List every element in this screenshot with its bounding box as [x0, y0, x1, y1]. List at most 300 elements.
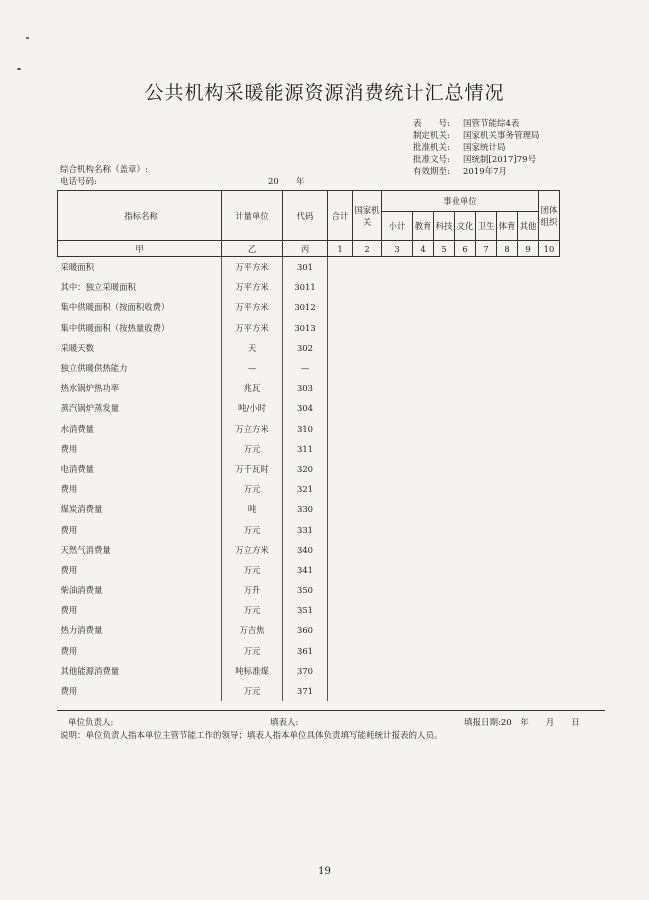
unit-cell: 兆瓦 [222, 378, 283, 398]
value-cell[interactable] [413, 661, 434, 681]
approval-no-line: 批准文号: 国统制[2017]79号 [413, 155, 537, 165]
indicator-name: 集中供暖面积（按面积收费） [60, 302, 170, 313]
table-row [58, 519, 560, 539]
page-number: 19 [318, 866, 331, 877]
value-cell[interactable] [413, 600, 434, 620]
value-cell[interactable] [476, 540, 497, 560]
unit-cell: 万立方米 [222, 419, 283, 439]
value-cell[interactable] [476, 318, 497, 338]
value-cell[interactable] [328, 519, 353, 539]
value-cell[interactable] [434, 479, 455, 499]
indicator-name: 其他能源消费量 [60, 665, 120, 676]
value-cell[interactable] [476, 459, 497, 479]
value-cell[interactable] [413, 358, 434, 378]
value-cell[interactable] [518, 277, 539, 297]
value-cell[interactable] [476, 641, 497, 661]
value-cell[interactable] [353, 338, 382, 358]
value-cell[interactable] [382, 419, 413, 439]
value-cell[interactable] [476, 338, 497, 358]
value-cell[interactable] [353, 560, 382, 580]
index-cell: 乙 [222, 241, 283, 257]
value-cell[interactable] [455, 681, 476, 701]
code-cell: 350 [283, 580, 328, 600]
indicator-name: 费用 [60, 564, 78, 575]
maker-line: 制定机关: 国家机关事务管理局 [413, 131, 540, 141]
value-cell[interactable] [497, 419, 518, 439]
value-cell[interactable] [518, 419, 539, 439]
value-cell[interactable] [382, 519, 413, 539]
value-cell[interactable] [434, 459, 455, 479]
value-cell[interactable] [518, 378, 539, 398]
value-cell[interactable] [455, 338, 476, 358]
value-cell[interactable] [413, 560, 434, 580]
value-cell[interactable] [434, 439, 455, 459]
footer-signatures [68, 716, 608, 728]
value-cell[interactable] [382, 277, 413, 297]
table-row [58, 620, 560, 640]
value-cell[interactable] [382, 499, 413, 519]
value-cell[interactable] [328, 439, 353, 459]
value-cell[interactable] [518, 257, 539, 278]
value-cell[interactable] [518, 459, 539, 479]
value-cell[interactable] [497, 378, 518, 398]
value-cell[interactable] [539, 560, 560, 580]
value-cell[interactable] [353, 378, 382, 398]
indicator-name: 费用 [60, 484, 78, 495]
indicator-name: 采暖天数 [60, 342, 94, 353]
value-cell[interactable] [455, 459, 476, 479]
value-cell[interactable] [413, 620, 434, 640]
value-cell[interactable] [497, 297, 518, 317]
value-cell[interactable] [455, 358, 476, 378]
footer-note: 说明：单位负责人指本单位主管节能工作的领导；填表人指本单位具体负责填写能耗统计报表的人员。 [60, 731, 443, 741]
value-cell[interactable] [434, 681, 455, 701]
unit-cell: 万元 [222, 519, 283, 539]
value-cell[interactable] [497, 398, 518, 418]
code-cell: 3012 [283, 297, 328, 317]
value-cell[interactable] [434, 419, 455, 439]
value-cell[interactable] [539, 641, 560, 661]
value-cell[interactable] [434, 257, 455, 278]
value-cell[interactable] [413, 277, 434, 297]
value-cell[interactable] [353, 439, 382, 459]
value-cell[interactable] [413, 419, 434, 439]
value-cell[interactable] [497, 338, 518, 358]
value-cell[interactable] [539, 257, 560, 278]
value-cell[interactable] [382, 439, 413, 459]
value-cell[interactable] [328, 257, 353, 278]
value-cell[interactable] [476, 277, 497, 297]
indicator-name: 水消费量 [60, 423, 94, 434]
value-cell[interactable] [434, 358, 455, 378]
value-cell[interactable] [413, 318, 434, 338]
value-cell[interactable] [518, 318, 539, 338]
value-cell[interactable] [518, 620, 539, 640]
value-cell[interactable] [434, 600, 455, 620]
value-cell[interactable] [455, 580, 476, 600]
value-cell[interactable] [382, 560, 413, 580]
value-cell[interactable] [476, 560, 497, 580]
value-cell[interactable] [476, 580, 497, 600]
value-cell[interactable] [413, 338, 434, 358]
value-cell[interactable] [353, 519, 382, 539]
value-cell[interactable] [382, 580, 413, 600]
index-row [58, 241, 560, 257]
filler-label: 填表人: [270, 718, 299, 728]
value-cell[interactable] [497, 641, 518, 661]
value-cell[interactable] [518, 661, 539, 681]
code-cell: 310 [283, 419, 328, 439]
value-cell[interactable] [476, 600, 497, 620]
value-cell[interactable] [539, 459, 560, 479]
value-cell[interactable] [328, 297, 353, 317]
code-cell: 361 [283, 641, 328, 661]
value-cell[interactable] [434, 560, 455, 580]
value-cell[interactable] [353, 297, 382, 317]
value-cell[interactable] [434, 580, 455, 600]
value-cell[interactable] [476, 681, 497, 701]
table-row [58, 297, 560, 317]
value-cell[interactable] [539, 479, 560, 499]
value-cell[interactable] [518, 600, 539, 620]
value-cell[interactable] [413, 459, 434, 479]
value-cell[interactable] [455, 540, 476, 560]
header-public-unit: 事业单位 [382, 191, 539, 212]
value-cell[interactable] [413, 439, 434, 459]
value-cell[interactable] [497, 600, 518, 620]
value-cell[interactable] [353, 681, 382, 701]
value-cell[interactable] [497, 540, 518, 560]
header-sports: 体育 [497, 212, 518, 241]
value-cell[interactable] [434, 641, 455, 661]
value-cell[interactable] [539, 499, 560, 519]
unit-cell: 万升 [222, 580, 283, 600]
value-cell[interactable] [497, 499, 518, 519]
value-cell[interactable] [328, 398, 353, 418]
value-cell[interactable] [497, 519, 518, 539]
approver-line: 批准机关: 国家统计局 [413, 143, 506, 153]
value-cell[interactable] [539, 600, 560, 620]
indicator-name: 柴油消费量 [60, 585, 103, 596]
value-cell[interactable] [455, 398, 476, 418]
unit-cell: 万立方米 [222, 540, 283, 560]
unit-cell: 万元 [222, 641, 283, 661]
value-cell[interactable] [455, 641, 476, 661]
value-cell[interactable] [434, 661, 455, 681]
value-cell[interactable] [413, 499, 434, 519]
value-cell[interactable] [497, 479, 518, 499]
value-cell[interactable] [539, 398, 560, 418]
value-cell[interactable] [413, 378, 434, 398]
value-cell[interactable] [497, 257, 518, 278]
value-cell[interactable] [328, 499, 353, 519]
index-cell: 7 [476, 241, 497, 257]
value-cell[interactable] [539, 681, 560, 701]
value-cell[interactable] [539, 297, 560, 317]
value-cell[interactable] [328, 661, 353, 681]
value-cell[interactable] [434, 519, 455, 539]
header-subtotal: 小计 [382, 212, 413, 241]
unit-cell: 吨标准煤 [222, 661, 283, 681]
code-cell: 301 [283, 257, 328, 278]
value-cell[interactable] [382, 398, 413, 418]
value-cell[interactable] [476, 257, 497, 278]
value-cell[interactable] [353, 499, 382, 519]
value-cell[interactable] [518, 580, 539, 600]
value-cell[interactable] [328, 318, 353, 338]
value-cell[interactable] [382, 479, 413, 499]
value-cell[interactable] [476, 419, 497, 439]
value-cell[interactable] [353, 580, 382, 600]
value-cell[interactable] [382, 620, 413, 640]
value-cell[interactable] [518, 297, 539, 317]
value-cell[interactable] [455, 318, 476, 338]
value-cell[interactable] [455, 439, 476, 459]
value-cell[interactable] [434, 499, 455, 519]
value-cell[interactable] [328, 580, 353, 600]
value-cell[interactable] [353, 398, 382, 418]
value-cell[interactable] [413, 257, 434, 278]
value-cell[interactable] [497, 358, 518, 378]
value-cell[interactable] [328, 378, 353, 398]
value-cell[interactable] [539, 661, 560, 681]
unit-cell: 万千瓦时 [222, 459, 283, 479]
code-cell: 371 [283, 681, 328, 701]
value-cell[interactable] [353, 318, 382, 338]
value-cell[interactable] [455, 419, 476, 439]
value-cell[interactable] [518, 338, 539, 358]
value-cell[interactable] [353, 600, 382, 620]
code-cell: 3011 [283, 277, 328, 297]
index-cell: 3 [382, 241, 413, 257]
table-row [58, 681, 560, 701]
table-row [58, 439, 560, 459]
value-cell[interactable] [382, 661, 413, 681]
value-cell[interactable] [455, 378, 476, 398]
value-cell[interactable] [353, 641, 382, 661]
value-cell[interactable] [328, 641, 353, 661]
value-cell[interactable] [328, 479, 353, 499]
table-bottom-rule [57, 710, 605, 711]
value-cell[interactable] [539, 580, 560, 600]
value-cell[interactable] [497, 661, 518, 681]
value-cell[interactable] [413, 681, 434, 701]
value-cell[interactable] [455, 297, 476, 317]
value-cell[interactable] [455, 560, 476, 580]
value-cell[interactable] [382, 641, 413, 661]
value-cell[interactable] [413, 641, 434, 661]
code-cell: 340 [283, 540, 328, 560]
value-cell[interactable] [518, 358, 539, 378]
table-row [58, 318, 560, 338]
value-cell[interactable] [476, 297, 497, 317]
value-cell[interactable] [518, 519, 539, 539]
value-cell[interactable] [455, 661, 476, 681]
index-cell: 丙 [283, 241, 328, 257]
value-cell[interactable] [413, 540, 434, 560]
value-cell[interactable] [382, 318, 413, 338]
value-cell[interactable] [497, 620, 518, 640]
statistics-table [57, 190, 560, 701]
value-cell[interactable] [353, 459, 382, 479]
value-cell[interactable] [539, 378, 560, 398]
header-other: 其他 [518, 212, 539, 241]
value-cell[interactable] [328, 459, 353, 479]
table-number-line: 表 号: 国管节能综4表 [413, 119, 520, 129]
value-cell[interactable] [328, 338, 353, 358]
valid-line: 有效期至: 2019年7月 [413, 167, 508, 177]
value-cell[interactable] [455, 499, 476, 519]
value-cell[interactable] [539, 439, 560, 459]
value-cell[interactable] [434, 398, 455, 418]
value-cell[interactable] [353, 419, 382, 439]
value-cell[interactable] [539, 620, 560, 640]
value-cell[interactable] [518, 681, 539, 701]
value-cell[interactable] [382, 459, 413, 479]
value-cell[interactable] [539, 318, 560, 338]
indicator-name: 费用 [60, 645, 78, 656]
table-row [58, 580, 560, 600]
value-cell[interactable] [497, 560, 518, 580]
index-cell: 2 [353, 241, 382, 257]
value-cell[interactable] [328, 560, 353, 580]
value-cell[interactable] [328, 540, 353, 560]
unit-cell: — [222, 358, 283, 378]
value-cell[interactable] [518, 479, 539, 499]
value-cell[interactable] [382, 338, 413, 358]
value-cell[interactable] [353, 277, 382, 297]
code-cell: 360 [283, 620, 328, 640]
indicator-name: 费用 [60, 524, 78, 535]
code-cell: 303 [283, 378, 328, 398]
index-cell: 10 [539, 241, 560, 257]
value-cell[interactable] [476, 398, 497, 418]
value-cell[interactable] [539, 519, 560, 539]
value-cell[interactable] [382, 378, 413, 398]
indicator-name: 其中：独立采暖面积 [60, 282, 136, 293]
value-cell[interactable] [434, 297, 455, 317]
value-cell[interactable] [518, 560, 539, 580]
value-cell[interactable] [382, 600, 413, 620]
value-cell[interactable] [382, 257, 413, 278]
value-cell[interactable] [328, 620, 353, 640]
value-cell[interactable] [476, 620, 497, 640]
value-cell[interactable] [497, 439, 518, 459]
value-cell[interactable] [353, 661, 382, 681]
value-cell[interactable] [328, 600, 353, 620]
value-cell[interactable] [476, 358, 497, 378]
value-cell[interactable] [539, 277, 560, 297]
unit-cell: 吨/小时 [222, 398, 283, 418]
value-cell[interactable] [434, 540, 455, 560]
value-cell[interactable] [413, 297, 434, 317]
value-cell[interactable] [328, 419, 353, 439]
value-cell[interactable] [382, 681, 413, 701]
value-cell[interactable] [328, 681, 353, 701]
value-cell[interactable] [497, 681, 518, 701]
value-cell[interactable] [455, 257, 476, 278]
value-cell[interactable] [476, 499, 497, 519]
value-cell[interactable] [518, 499, 539, 519]
value-cell[interactable] [413, 580, 434, 600]
phone-label: 电话号码: [60, 177, 97, 187]
value-cell[interactable] [434, 338, 455, 358]
value-cell[interactable] [413, 519, 434, 539]
value-cell[interactable] [434, 277, 455, 297]
unit-cell: 万平方米 [222, 297, 283, 317]
index-cell: 甲 [58, 241, 222, 257]
value-cell[interactable] [476, 661, 497, 681]
code-cell: 3013 [283, 318, 328, 338]
value-cell[interactable] [353, 358, 382, 378]
value-cell[interactable] [518, 641, 539, 661]
value-cell[interactable] [382, 297, 413, 317]
value-cell[interactable] [497, 277, 518, 297]
value-cell[interactable] [413, 479, 434, 499]
value-cell[interactable] [353, 620, 382, 640]
indicator-name: 费用 [60, 605, 78, 616]
value-cell[interactable] [476, 439, 497, 459]
header-culture: 文化 [455, 212, 476, 241]
value-cell[interactable] [434, 378, 455, 398]
code-cell: 304 [283, 398, 328, 418]
code-cell: 331 [283, 519, 328, 539]
scan-mark [26, 37, 29, 39]
value-cell[interactable] [455, 600, 476, 620]
value-cell[interactable] [455, 479, 476, 499]
value-cell[interactable] [382, 540, 413, 560]
value-cell[interactable] [455, 277, 476, 297]
value-cell[interactable] [455, 519, 476, 539]
date-label: 填报日期:20 年 月 日 [464, 718, 580, 728]
value-cell[interactable] [353, 540, 382, 560]
unit-cell: 天 [222, 338, 283, 358]
table-row [58, 378, 560, 398]
value-cell[interactable] [539, 358, 560, 378]
index-cell: 6 [455, 241, 476, 257]
table-row [58, 459, 560, 479]
unit-cell: 万平方米 [222, 257, 283, 278]
value-cell[interactable] [518, 439, 539, 459]
indicator-name: 蒸汽锅炉蒸发量 [60, 403, 120, 414]
value-cell[interactable] [476, 479, 497, 499]
value-cell[interactable] [455, 620, 476, 640]
header-group: 团体组织 [539, 191, 560, 241]
value-cell[interactable] [328, 358, 353, 378]
value-cell[interactable] [497, 459, 518, 479]
table-row [58, 419, 560, 439]
value-cell[interactable] [434, 318, 455, 338]
value-cell[interactable] [434, 620, 455, 640]
value-cell[interactable] [476, 378, 497, 398]
value-cell[interactable] [518, 398, 539, 418]
value-cell[interactable] [518, 540, 539, 560]
value-cell[interactable] [382, 358, 413, 378]
value-cell[interactable] [328, 277, 353, 297]
value-cell[interactable] [539, 419, 560, 439]
value-cell[interactable] [539, 338, 560, 358]
value-cell[interactable] [353, 257, 382, 278]
value-cell[interactable] [353, 479, 382, 499]
unit-cell: 万平方米 [222, 277, 283, 297]
value-cell[interactable] [497, 318, 518, 338]
table-row [58, 338, 560, 358]
value-cell[interactable] [497, 580, 518, 600]
value-cell[interactable] [476, 519, 497, 539]
form-meta [413, 118, 540, 178]
value-cell[interactable] [413, 398, 434, 418]
value-cell[interactable] [539, 540, 560, 560]
